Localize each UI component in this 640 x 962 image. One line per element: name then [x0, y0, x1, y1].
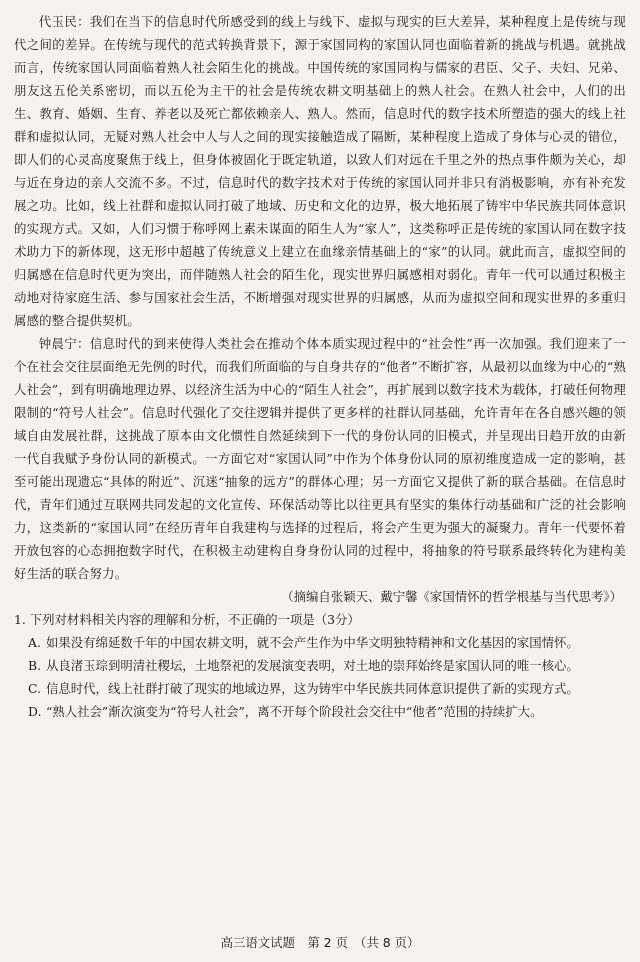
page-footer: 高三语文试题 第 2 页 （共 8 页）	[220, 935, 420, 950]
option-letter: C.	[28, 681, 41, 696]
option-c	[14, 677, 626, 700]
option-b	[14, 654, 626, 677]
paragraph-dai-yumin: 代玉民：我们在当下的信息时代所感受到的线上与线下、虚拟与现实的巨大差异，某种程度上是传统与现代之间的差异。在传统与现代的范式转换背景下，源于家国同构的家国认同也面临着新的挑战与机遇。就挑战而言，传统家国认同面临着熟人社会陌生化的挑战。中国传统的家国同构与儒家的君臣、父子、夫妇、兄弟、朋友这五伦关系密切，而以五伦为主干的社会是传统农耕文明基础上的熟人社会。在熟人社会中，人们的出生、教育、婚姻、生育、养老以及死亡都依赖亲人、熟人。然而，信息时代的数字技术所塑造的强大的线上社群和虚拟认同，无疑对熟人社会中人与人之间的现实接触造成了隔断，某种程度上造成了身体与心灵的错位，即人们的心灵高度聚焦于线上，但身体被固化于既定轨道，以致人们对远在千里之外的热点事件颇为关心，却与近在身边的亲人交流不多。不过，信息时代的数字技术对于传统的家国认同并非只有消极影响，亦有补充发展之功。比如，线上社群和虚拟认同打破了地域、历史和文化的边界，极大地拓展了铸牢中华民族共同体意识的实现方式。又如，人们习惯于称呼网上素未谋面的陌生人为“家人”，这类称呼正是传统的家国认同在数字技术助力下的新体现，这无形中超越了传统意义上建立在血缘亲情基础上的“家”的认同。就此而言，虚拟空间的归属感在信息时代更为突出，而伴随熟人社会的陌生化，现实世界归属感相对弱化。青年一代可以通过积极主动地对待家庭生活、参与国家社会生活，不断增强对现实世界的归属感，从而为虚拟空间和现实世界的多重归属感的整合提供契机。	[14, 14, 626, 328]
option-letter: A.	[28, 635, 41, 650]
paragraph-zhong-chenning: 钟晨宁：信息时代的到来使得人类社会在推动个体本质实现过程中的“社会性”再一次加强。我们迎来了一个在社会交往层面绝无先例的时代，而我们所面临的与自身共存的“他者”不断扩容，从最初以血缘为中心的“熟人社会”，到有明确地理边界、以经济生活为中心的“陌生人社会”，再扩展到以数字技术为载体，打破任何物理限制的“符号人社会”。信息时代强化了交往逻辑并提供了更多样的社群认同基础，允许青年在各自感兴趣的领域自由发展社群，这挑战了原本由文化惯性自然延续到下一代的身份认同的旧模式，并呈现出日趋开放的由新一代自我赋予身份认同的新模式。一方面它对“家国认同”中作为个体身份认同的原初维度造成一定的影响，甚至可能出现遗忘“具体的附近”、沉迷“抽象的远方”的群体心理；另一方面它又提供了新的联合基础。在信息时代，青年们通过互联网共同发起的文化宣传、环保活动等比以往更具有坚实的集体行动基础和广泛的社会影响力，这类新的“家国认同”在经历青年自我建构与选择的过程后，将会产生更为强大的凝聚力。青年一代要怀着开放包容的心态拥抱数字时代，在积极主动建构自身身份认同的过程中，将抽象的符号联系最终转化为建构美好生活的联合努力。	[14, 336, 626, 581]
option-text: 从良渚玉琮到明清社稷坛，土地祭祀的发展演变表明，对土地的崇拜始终是家国认同的唯一核心。	[46, 658, 579, 673]
option-text: 如果没有绵延数千年的中国农耕文明，就不会产生作为中华文明独特精神和文化基因的家国情怀。	[46, 635, 579, 650]
option-letter: B.	[28, 658, 42, 673]
option-letter: D.	[28, 704, 42, 719]
question-1	[14, 608, 626, 723]
question-stem: 1. 下列对材料相关内容的理解和分析，不正确的一项是（3分）	[14, 612, 360, 627]
option-text: 信息时代，线上社群打破了现实的地域边界，这为铸牢中华民族共同体意识提供了新的实现方式。	[46, 681, 579, 696]
option-a	[14, 631, 626, 654]
option-text: “熟人社会”渐次演变为“符号人社会”，离不开每个阶段社会交往中“他者”范围的持续扩大。	[46, 704, 543, 719]
source-citation: （摘编自张颖天、戴宁馨《家国情怀的哲学根基与当代思考》）	[281, 589, 622, 604]
reading-passage	[14, 10, 626, 608]
option-d	[14, 700, 626, 723]
